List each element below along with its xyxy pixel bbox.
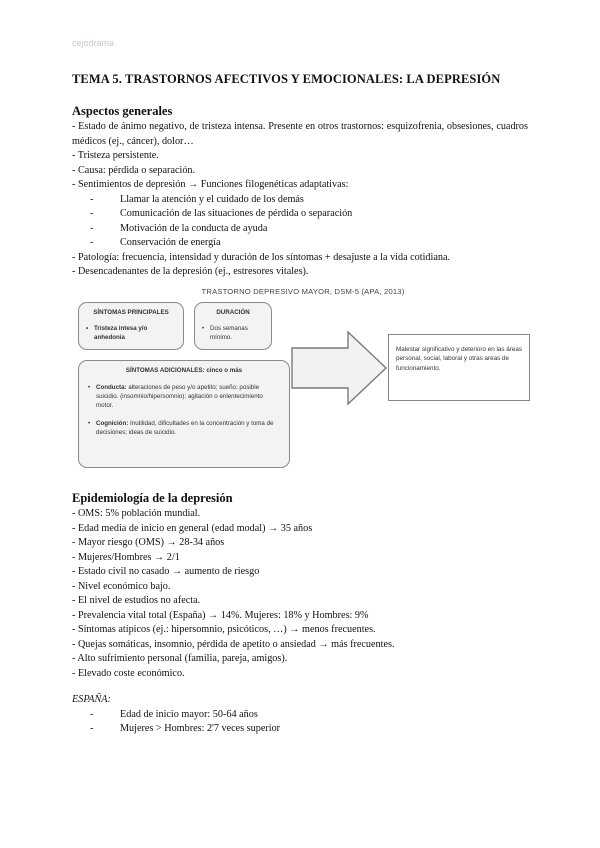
list-item: - Mayor riesgo (OMS) → 28-34 años [72, 537, 225, 548]
diagram-title: TRASTORNO DEPRESIVO MAYOR, DSM-5 (APA, 2013) [201, 287, 405, 296]
list-item: - Alto sufrimiento personal (familia, pareja, amigos). [72, 653, 288, 664]
list-item: - Patología: frecuencia, intensidad y duración de los síntomas + desajuste a la vida cotidiana. [72, 251, 451, 263]
list-item: - Estado civil no casado → aumento de riesgo [72, 566, 260, 577]
box-item-cognicion: • Cognición: Inutilidad, dificultades en la concentración y toma de decisiones; ideas de suicidio. [87, 419, 281, 437]
section-aspectos-body [72, 120, 528, 280]
sub-list-item: - Comunicación de las situaciones de pérdida o separación [90, 208, 353, 219]
sub-list-item: - Llamar la atención y el cuidado de los demás [90, 193, 304, 205]
paragraph-estado-animo: - Estado de ánimo negativo, de tristeza intensa. Presente en otros trastornos: esquizofrenia, obsesiones, cuadros médicos (ej., cáncer), dolor… [72, 121, 528, 147]
box-heading: DURACIÓN [216, 309, 250, 316]
section-heading-aspectos: Aspectos generales [72, 104, 173, 118]
list-item: - Quejas somáticas, insomnio, pérdida de apetito o ansiedad → más frecuentes. [72, 638, 395, 650]
page-title: TEMA 5. TRASTORNOS AFECTIVOS Y EMOCIONALES: LA DEPRESIÓN [72, 72, 501, 86]
list-item: - El nivel de estudios no afecta. [72, 595, 201, 606]
box-heading: SÍNTOMAS ADICIONALES: cinco o más [125, 367, 243, 374]
sub-list-item: - Edad de inicio mayor: 50-64 años [90, 708, 258, 720]
watermark: cejodrama [72, 38, 115, 48]
dsm5-diagram [78, 284, 534, 470]
sub-list-item: - Mujeres > Hombres: 2'7 veces superior [90, 723, 281, 734]
spain-heading: ESPAÑA: [72, 694, 111, 705]
box-duracion [194, 302, 272, 350]
box-item: • Tristeza intesa y/o anhedonia [85, 324, 177, 342]
right-arrow-icon [290, 330, 390, 406]
box-item: • Dos semanas mínimo. [201, 324, 265, 342]
list-item: - Sentimientos de depresión → Funciones filogenéticas adaptativas: [72, 179, 349, 190]
list-item: - Mujeres/Hombres → 2/1 [72, 551, 180, 563]
list-item: - Síntomas atípicos (ej.: hipersomnio, psicóticos, …) → menos frecuentes. [72, 624, 376, 635]
list-item: - Causa: pérdida o separación. [72, 164, 196, 176]
sub-list-item: - Conservación de energía [90, 237, 221, 248]
sub-list-item: - Motivación de la conducta de ayuda [90, 222, 268, 234]
section-epidemiologia-body [72, 507, 528, 737]
section-heading-epidemiologia: Epidemiología de la depresión [72, 491, 233, 505]
list-item: - Prevalencia vital total (España) → 14%. Mujeres: 18% y Hombres: 9% [72, 609, 369, 621]
box-item-conducta: • Conducta: alteraciones de peso y/o apetito; sueño; posible suicidio. (insomnio/hipersomnio); agitación o enlentecimiento motor. [87, 383, 281, 410]
box-sintomas-adicionales [78, 360, 290, 468]
list-item: - Desencadenantes de la depresión (ej., estresores vitales). [72, 266, 309, 277]
list-item: - Tristeza persistente. [72, 150, 159, 161]
box-outcome: Malestar significativo y deterioro en las áreas personal, social, laboral y otras areas de funcionamiento. [388, 334, 530, 401]
box-sintomas-principales [78, 302, 184, 350]
list-item: - OMS: 5% población mundial. [72, 508, 201, 519]
list-item: - Nivel económico bajo. [72, 580, 171, 592]
box-heading: SÍNTOMAS PRINCIPALES [93, 309, 169, 316]
list-item: - Edad media de inicio en general (edad modal) → 35 años [72, 522, 313, 534]
list-item: - Elevado coste económico. [72, 667, 185, 679]
